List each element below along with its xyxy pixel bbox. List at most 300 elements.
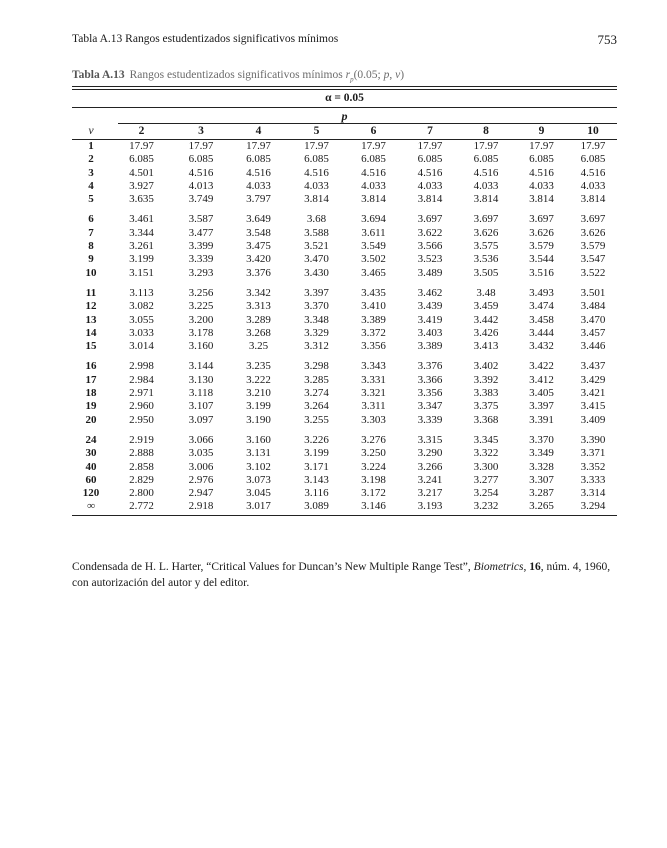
nu-value: 17 — [85, 373, 97, 386]
table-cell: 3.505 — [473, 266, 499, 279]
p-column-header: 4 — [229, 124, 288, 140]
table-cell: 3.697 — [473, 213, 499, 226]
table-cell: 3.241 — [417, 473, 443, 486]
table-cell: 3.312 — [304, 340, 329, 353]
table-row — [72, 193, 617, 206]
table-row — [72, 327, 617, 340]
caption-number: Tabla A.13 — [72, 69, 125, 81]
table-cell: 3.339 — [417, 413, 443, 426]
table-cell: 3.48 — [476, 286, 496, 299]
table-cell: 3.131 — [246, 447, 271, 460]
table-row — [72, 240, 617, 253]
table-cell: 2.919 — [129, 433, 154, 446]
table-cell: 3.493 — [529, 286, 554, 299]
table-cell: 2.888 — [129, 447, 154, 460]
table-cell: 3.348 — [304, 313, 329, 326]
table-cell: 3.626 — [580, 226, 606, 239]
p-column-header: 7 — [402, 124, 458, 140]
table-cell: 3.217 — [417, 487, 443, 500]
table-cell: 3.089 — [304, 500, 329, 513]
table-cell: 3.474 — [529, 300, 554, 313]
table-cell: 3.171 — [304, 460, 329, 473]
nu-value: 2 — [88, 153, 94, 166]
table-cell: 3.697 — [580, 213, 606, 226]
table-cell: 3.235 — [246, 360, 271, 373]
source-text: Condensada de H. L. Harter, “Critical Values for Duncan’s New Multiple Range Test”, — [72, 561, 474, 573]
table-cell: 4.516 — [246, 166, 271, 179]
table-cell: 6.085 — [361, 153, 386, 166]
table-cell: 4.516 — [580, 166, 606, 179]
table-cell: 17.97 — [246, 140, 271, 152]
table-cell: 3.345 — [473, 433, 499, 446]
table-cell: 2.772 — [129, 500, 154, 513]
table-cell: 3.347 — [417, 400, 443, 413]
table-cell: 3.264 — [304, 400, 329, 413]
table-cell: 3.397 — [304, 286, 329, 299]
table-cell: 3.222 — [246, 373, 271, 386]
table-cell: 2.971 — [129, 387, 154, 400]
table-cell: 4.033 — [246, 179, 271, 192]
nu-value: 40 — [85, 460, 97, 473]
table-cell: 3.421 — [580, 387, 606, 400]
table-cell: 3.232 — [473, 500, 499, 513]
table-cell: 3.397 — [529, 400, 554, 413]
running-head-title: Tabla A.13 Rangos estudentizados significativos mínimos — [72, 33, 339, 45]
table-cell: 4.516 — [473, 166, 499, 179]
table-cell: 3.370 — [529, 433, 554, 446]
table-cell: 4.516 — [188, 166, 214, 179]
table-cell: 3.814 — [304, 193, 329, 206]
table-cell: 3.198 — [361, 473, 386, 486]
caption-text: Rangos estudentizados significativos mínimos — [129, 69, 346, 81]
table-cell: 3.261 — [129, 240, 154, 253]
table-cell: 3.25 — [248, 340, 269, 353]
table-cell: 3.462 — [417, 286, 443, 299]
table-cell: 3.814 — [417, 193, 443, 206]
nu-value: 11 — [85, 286, 97, 299]
table-cell: 3.102 — [246, 460, 271, 473]
table-cell: 3.383 — [473, 387, 499, 400]
range-table — [72, 86, 617, 516]
table-cell: 3.033 — [129, 326, 154, 339]
table-cell: 3.311 — [361, 400, 386, 413]
table-cell: 3.055 — [129, 313, 154, 326]
table-cell: 3.116 — [304, 487, 329, 500]
table-cell: 2.829 — [129, 473, 154, 486]
table-cell: 4.516 — [417, 166, 443, 179]
table-body — [72, 140, 617, 515]
table-cell: 3.342 — [246, 286, 271, 299]
group-spacer-cell — [72, 280, 617, 287]
table-cell: 3.313 — [246, 300, 271, 313]
table-row — [72, 500, 617, 514]
table-cell: 3.521 — [304, 240, 329, 253]
table-cell: 3.160 — [188, 340, 214, 353]
table-cell: 3.566 — [417, 240, 443, 253]
table-cell: 3.390 — [580, 433, 606, 446]
caption-r-subscript: p — [350, 75, 354, 84]
table-cell: 3.199 — [304, 447, 329, 460]
table-cell: 3.321 — [361, 387, 386, 400]
p-header — [72, 108, 617, 124]
table-cell: 3.343 — [361, 360, 386, 373]
table-cell: 3.458 — [529, 313, 554, 326]
alpha-header: α = 0.05 — [325, 92, 364, 104]
table-cell: 4.033 — [304, 179, 329, 192]
p-column-header: 2 — [110, 124, 173, 140]
table-cell: 3.226 — [304, 433, 329, 446]
nu-value: 20 — [85, 413, 97, 426]
table-cell: 3.536 — [473, 253, 499, 266]
table-cell: 17.97 — [188, 140, 214, 152]
table-cell: 3.548 — [246, 226, 271, 239]
caption-arg-nu: ν — [395, 69, 401, 81]
table-cell: 6.085 — [417, 153, 443, 166]
source-volume: 16 — [529, 561, 541, 573]
table-cell: 3.130 — [188, 373, 214, 386]
table-row — [72, 253, 617, 266]
table-cell: 3.399 — [188, 240, 214, 253]
table-cell: 3.356 — [361, 340, 386, 353]
table-cell: 3.315 — [417, 433, 443, 446]
table-row — [72, 287, 617, 300]
table-row — [72, 487, 617, 500]
table-cell: 3.368 — [473, 413, 499, 426]
table-cell: 3.333 — [580, 473, 606, 486]
nu-value: 14 — [85, 326, 97, 339]
table-cell: 3.419 — [417, 313, 443, 326]
table-cell: 3.797 — [246, 193, 271, 206]
p-column-header: 9 — [514, 124, 569, 140]
table-row — [72, 447, 617, 460]
table-cell: 3.430 — [304, 266, 329, 279]
table-cell: 3.420 — [246, 253, 271, 266]
table-cell: 2.976 — [188, 473, 214, 486]
table-cell: 3.314 — [580, 487, 606, 500]
p-column-header: 5 — [288, 124, 345, 140]
table-cell: 3.300 — [473, 460, 499, 473]
table-cell: 3.193 — [417, 500, 443, 513]
table-row — [72, 167, 617, 180]
table-cell: 3.199 — [246, 400, 271, 413]
source-text-end: , núm. 4, 1960, con autorización del autor y del editor. — [72, 561, 611, 589]
table-cell: 3.470 — [304, 253, 329, 266]
table-row — [72, 267, 617, 280]
caption-r-symbol: r — [345, 69, 351, 81]
table-caption — [72, 69, 617, 83]
table-cell: 3.371 — [580, 447, 606, 460]
table-cell: 3.339 — [188, 253, 214, 266]
nu-value: 120 — [82, 487, 100, 500]
table-row — [72, 227, 617, 240]
table-row — [72, 180, 617, 193]
table-cell: 3.523 — [417, 253, 443, 266]
table-cell: 3.489 — [417, 266, 443, 279]
table-cell: 6.085 — [188, 153, 214, 166]
table-cell: 3.254 — [473, 487, 499, 500]
table-cell: 3.372 — [361, 326, 386, 339]
table-cell: 4.501 — [129, 166, 154, 179]
nu-value: 15 — [85, 340, 97, 353]
table-cell: 3.014 — [129, 340, 154, 353]
table-cell: 3.328 — [529, 460, 554, 473]
source-note — [72, 559, 617, 591]
table-row — [72, 434, 617, 447]
table-cell: 3.151 — [129, 266, 154, 279]
table-cell: 2.960 — [129, 400, 154, 413]
table-cell: 3.160 — [246, 433, 271, 446]
table-cell: 17.97 — [417, 140, 443, 152]
table-cell: 3.749 — [188, 193, 214, 206]
table-cell: 3.289 — [246, 313, 271, 326]
table-cell: 3.622 — [417, 226, 443, 239]
table-cell: 3.549 — [361, 240, 386, 253]
table-cell: 3.303 — [361, 413, 386, 426]
table-cell: 17.97 — [361, 140, 386, 152]
table-cell: 3.426 — [473, 326, 499, 339]
table-cell: 3.422 — [529, 360, 554, 373]
nu-column-header: ν — [72, 124, 110, 140]
table-cell: 4.516 — [304, 166, 329, 179]
table-cell: 4.033 — [580, 179, 606, 192]
table-cell: 3.477 — [188, 226, 214, 239]
table-cell: 3.017 — [246, 500, 271, 513]
table-cell: 3.250 — [361, 447, 386, 460]
table-cell: 3.082 — [129, 300, 154, 313]
caption-args-open: (0.05; — [353, 69, 384, 81]
table-cell: 4.013 — [188, 179, 214, 192]
table-cell: 3.143 — [304, 473, 329, 486]
table-cell: 4.033 — [529, 179, 554, 192]
table-row — [72, 414, 617, 427]
table-cell: 2.984 — [129, 373, 154, 386]
nu-value: 3 — [88, 166, 94, 179]
table-cell: 4.516 — [529, 166, 554, 179]
group-spacer-cell — [72, 206, 617, 213]
nu-value: 9 — [88, 253, 94, 266]
table-cell: 3.402 — [473, 360, 499, 373]
table-cell: 6.085 — [304, 153, 329, 166]
table-cell: 3.587 — [188, 213, 214, 226]
p-column-header: 3 — [173, 124, 229, 140]
p-column-header: 10 — [569, 124, 617, 140]
table-cell: 3.376 — [246, 266, 271, 279]
table-cell: 2.800 — [129, 487, 154, 500]
table-row — [72, 140, 617, 154]
caption-args-sep: , — [389, 69, 396, 81]
table-cell: 17.97 — [304, 140, 329, 152]
table-cell: 3.475 — [246, 240, 271, 253]
table-cell: 3.255 — [304, 413, 329, 426]
table-cell: 3.415 — [580, 400, 606, 413]
table-cell: 6.085 — [529, 153, 554, 166]
table-cell: 2.858 — [129, 460, 154, 473]
table-cell: 4.033 — [417, 179, 443, 192]
table-cell: 3.006 — [188, 460, 214, 473]
source-journal: Biometrics — [473, 561, 524, 573]
table-cell: 3.459 — [473, 300, 499, 313]
table-cell: 4.033 — [361, 179, 386, 192]
table-cell: 3.575 — [473, 240, 499, 253]
table-cell: 3.225 — [188, 300, 214, 313]
table-cell: 3.276 — [361, 433, 386, 446]
table-cell: 3.444 — [529, 326, 554, 339]
table-cell: 3.200 — [188, 313, 214, 326]
table-cell: 17.97 — [473, 140, 499, 152]
table-cell: 3.256 — [188, 286, 214, 299]
table-cell: 3.294 — [580, 500, 606, 513]
source-sep: , — [523, 561, 530, 573]
table-cell: 3.502 — [361, 253, 386, 266]
table-cell: 3.432 — [529, 340, 554, 353]
table-cell: 3.285 — [304, 373, 329, 386]
table-cell: 3.927 — [129, 179, 154, 192]
p-column-header: 6 — [345, 124, 402, 140]
nu-value: 60 — [85, 473, 97, 486]
table-cell: 3.439 — [417, 300, 443, 313]
table-cell: 3.814 — [529, 193, 554, 206]
table-cell: 3.344 — [129, 226, 154, 239]
table-cell: 3.68 — [306, 213, 327, 226]
table-cell: 3.331 — [361, 373, 386, 386]
group-spacer — [72, 280, 617, 287]
table-cell: 2.918 — [188, 500, 214, 513]
table-cell: 3.405 — [529, 387, 554, 400]
table-cell: 3.470 — [580, 313, 606, 326]
nu-value: 30 — [85, 447, 97, 460]
table-cell: 3.588 — [304, 226, 329, 239]
table-cell: 3.697 — [417, 213, 443, 226]
table-cell: 3.035 — [188, 447, 214, 460]
table-cell: 3.694 — [361, 213, 386, 226]
table-cell: 3.392 — [473, 373, 499, 386]
table-cell: 3.814 — [361, 193, 386, 206]
table-row — [72, 340, 617, 353]
table-cell: 3.190 — [246, 413, 271, 426]
table-cell: 6.085 — [473, 153, 499, 166]
table-cell: 3.307 — [529, 473, 554, 486]
table-cell: 3.376 — [417, 360, 443, 373]
table-row — [72, 400, 617, 413]
nu-value: 1 — [88, 140, 94, 152]
table-row — [72, 360, 617, 373]
table-cell: 3.097 — [188, 413, 214, 426]
table-cell: 3.522 — [580, 266, 606, 279]
table-cell: 3.066 — [188, 433, 214, 446]
table-cell: 6.085 — [580, 153, 606, 166]
table-cell: 17.97 — [580, 140, 606, 152]
nu-value: 16 — [85, 360, 97, 373]
group-spacer — [72, 206, 617, 213]
table-cell: 3.814 — [580, 193, 606, 206]
table-cell: 3.611 — [361, 226, 386, 239]
table-cell: 3.579 — [529, 240, 554, 253]
table-cell: 6.085 — [129, 153, 154, 166]
table-row — [72, 374, 617, 387]
table-cell: 3.370 — [304, 300, 329, 313]
table-cell: 4.033 — [473, 179, 499, 192]
group-spacer-cell — [72, 427, 617, 434]
table-cell: 3.265 — [529, 500, 554, 513]
nu-value: 5 — [88, 193, 94, 206]
table-row — [72, 474, 617, 487]
page-number: 753 — [597, 32, 617, 47]
table-cell: 3.442 — [473, 313, 499, 326]
table-cell: 3.322 — [473, 447, 499, 460]
nu-value: 6 — [88, 213, 94, 226]
table-cell: 3.547 — [580, 253, 606, 266]
table-row — [72, 300, 617, 313]
nu-value: 4 — [88, 179, 94, 192]
table-cell: 3.389 — [361, 313, 386, 326]
group-spacer — [72, 353, 617, 360]
table-cell: 3.349 — [529, 447, 554, 460]
table-cell: 6.085 — [246, 153, 271, 166]
table-cell: 3.544 — [529, 253, 554, 266]
table-cell: 3.287 — [529, 487, 554, 500]
table-cell: 3.073 — [246, 473, 271, 486]
table-bottom-rule — [72, 515, 617, 516]
nu-value: 13 — [85, 313, 97, 326]
nu-value: 12 — [85, 300, 97, 313]
table-cell: 3.465 — [361, 266, 386, 279]
table-cell: 2.947 — [188, 487, 214, 500]
table-cell: 3.484 — [580, 300, 606, 313]
table-cell: 3.290 — [417, 447, 443, 460]
table-cell: 3.516 — [529, 266, 554, 279]
table-row — [72, 213, 617, 226]
table-cell: 3.329 — [304, 326, 329, 339]
table-cell: 3.366 — [417, 373, 443, 386]
table-cell: 2.998 — [129, 360, 154, 373]
table-cell: 3.356 — [417, 387, 443, 400]
table-row — [72, 461, 617, 474]
nu-value: 7 — [88, 226, 94, 239]
table-row — [72, 314, 617, 327]
table-cell: 3.626 — [473, 226, 499, 239]
table-cell: 3.375 — [473, 400, 499, 413]
table-cell: 3.113 — [129, 286, 154, 299]
table-cell: 3.224 — [361, 460, 386, 473]
table-cell: 3.437 — [580, 360, 606, 373]
table-row — [72, 387, 617, 400]
table-cell: 3.446 — [580, 340, 606, 353]
nu-value: 8 — [88, 240, 94, 253]
table-cell: 3.814 — [473, 193, 499, 206]
table-cell: 3.045 — [246, 487, 271, 500]
table-cell: 3.409 — [580, 413, 606, 426]
table-cell: 3.626 — [529, 226, 554, 239]
caption-args-close: ) — [400, 69, 405, 81]
table-cell: 3.144 — [188, 360, 214, 373]
table-cell: 3.635 — [129, 193, 154, 206]
table-cell: 3.266 — [417, 460, 443, 473]
group-spacer-cell — [72, 353, 617, 360]
table-cell: 17.97 — [529, 140, 554, 152]
nu-value: 24 — [85, 433, 97, 446]
table-cell: 3.697 — [529, 213, 554, 226]
table-cell: 3.461 — [129, 213, 154, 226]
table-cell: 3.118 — [188, 387, 214, 400]
table-cell: 4.516 — [361, 166, 386, 179]
table-cell: 3.429 — [580, 373, 606, 386]
nu-value: 18 — [85, 387, 97, 400]
table-cell: 3.579 — [580, 240, 606, 253]
p-column-header: 8 — [458, 124, 514, 140]
table-cell: 3.268 — [246, 326, 271, 339]
group-spacer — [72, 427, 617, 434]
nu-value: 10 — [85, 266, 97, 279]
